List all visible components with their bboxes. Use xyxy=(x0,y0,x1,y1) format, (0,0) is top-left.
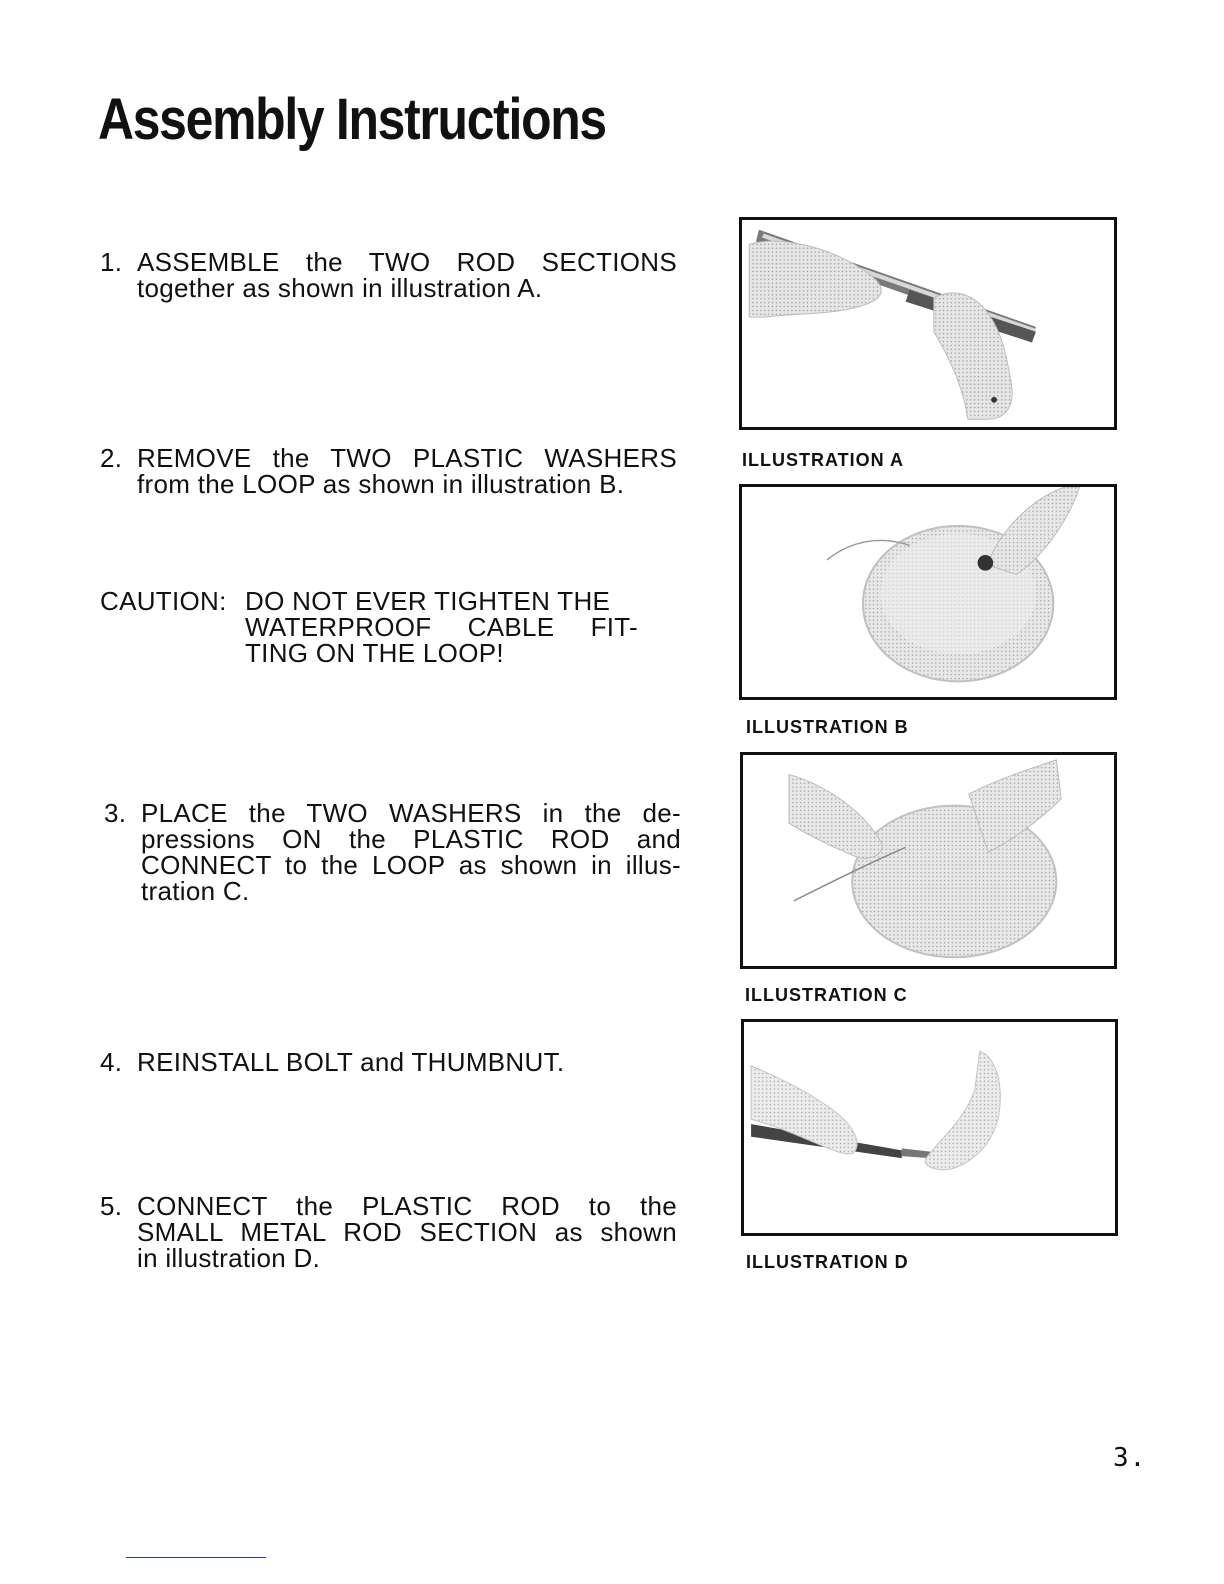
step-text-line: pressions ON the PLASTIC ROD and xyxy=(141,824,681,854)
step-text-line: together as shown in illustration A. xyxy=(137,273,543,303)
step-text-line: SMALL METAL ROD SECTION as shown xyxy=(137,1217,677,1247)
step-text-line: ASSEMBLE the TWO ROD SECTIONS xyxy=(137,247,677,277)
illustration-b-caption: ILLUSTRATION B xyxy=(746,717,909,737)
loop-washers-picture xyxy=(742,487,1114,697)
caution-line: DO NOT EVER TIGHTEN THE xyxy=(245,586,611,616)
step-text-line: REINSTALL BOLT and THUMBNUT. xyxy=(137,1047,565,1077)
illustration-b-photo xyxy=(739,484,1117,700)
rod-loop-connection-picture xyxy=(743,755,1114,966)
caution-line: WATERPROOF CABLE FIT- xyxy=(245,612,638,642)
step-text-line: tration C. xyxy=(141,876,250,906)
step-text-line: in illustration D. xyxy=(137,1243,321,1273)
caution-line: TING ON THE LOOP! xyxy=(245,638,504,668)
step-number: 5. xyxy=(100,1191,123,1221)
page-title: Assembly Instructions xyxy=(98,87,606,152)
step-number: 3. xyxy=(104,798,127,828)
step-text-line: REMOVE the TWO PLASTIC WASHERS xyxy=(137,443,677,473)
step-number: 2. xyxy=(100,443,123,473)
plastic-metal-rod-picture xyxy=(744,1022,1115,1233)
illustration-c-photo xyxy=(740,752,1117,969)
page-number: 3. xyxy=(1113,1443,1147,1473)
step-text-line: CONNECT to the LOOP as shown in illus- xyxy=(141,850,681,880)
illustration-d-photo xyxy=(741,1019,1118,1236)
step-text-line: CONNECT the PLASTIC ROD to the xyxy=(137,1191,677,1221)
step-text-line: from the LOOP as shown in illustration B. xyxy=(137,469,625,499)
illustration-a-caption: ILLUSTRATION A xyxy=(742,450,904,470)
illustration-c-caption: ILLUSTRATION C xyxy=(745,985,908,1005)
rod-sections-picture xyxy=(742,220,1114,427)
illustration-a-photo xyxy=(739,217,1117,430)
step-text-line: PLACE the TWO WASHERS in the de- xyxy=(141,798,681,828)
step-number: 1. xyxy=(100,247,123,277)
footer-rule xyxy=(126,1557,266,1558)
illustration-d-caption: ILLUSTRATION D xyxy=(746,1252,909,1272)
caution-label: CAUTION: xyxy=(100,586,227,616)
step-number: 4. xyxy=(100,1047,123,1077)
